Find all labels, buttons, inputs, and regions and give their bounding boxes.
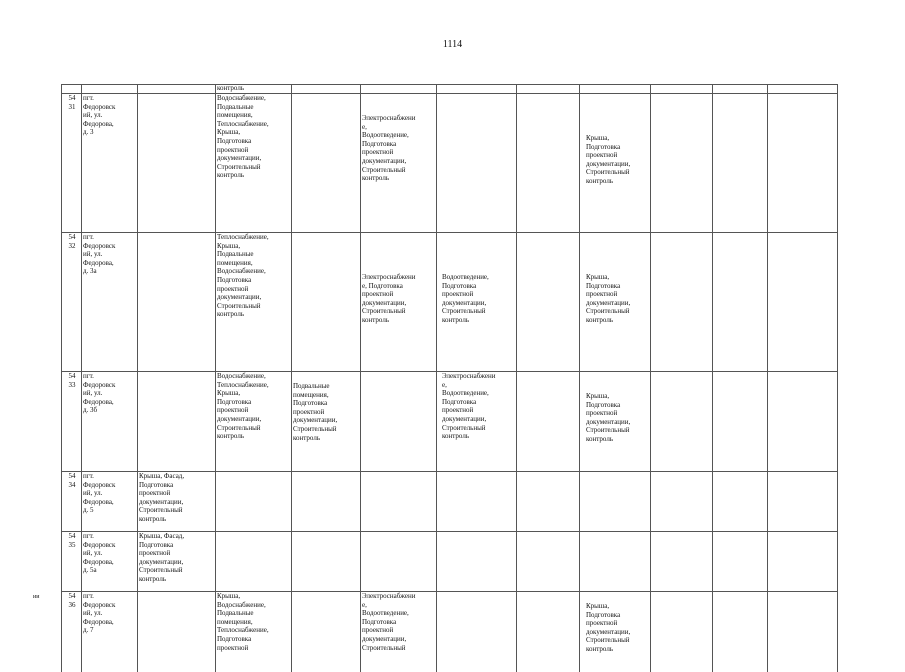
work-cell: Электроснабжени е, Подготовка проектной документации, Строительный контроль bbox=[361, 233, 437, 372]
row-number: 54 33 bbox=[62, 372, 82, 472]
work-cell: Крыша, Подготовка проектной документации, Строительный контроль bbox=[580, 372, 651, 472]
work-cell: Водоотведение, Подготовка проектной документации, Строительный контроль bbox=[437, 233, 517, 372]
work-cell bbox=[651, 472, 713, 532]
work-cell bbox=[713, 592, 768, 672]
row-number: 54 32 bbox=[62, 233, 82, 372]
work-cell bbox=[713, 233, 768, 372]
table-cell bbox=[361, 85, 437, 94]
table-cell bbox=[713, 85, 768, 94]
work-cell bbox=[580, 532, 651, 592]
work-cell bbox=[361, 532, 437, 592]
work-cell bbox=[437, 94, 517, 233]
table-row bbox=[62, 85, 838, 94]
repair-schedule-table bbox=[61, 84, 838, 672]
work-cell: Теплоснабжение, Крыша, Подвальные помещения, Водоснабжение, Подготовка проектной документации, Строительный контроль bbox=[216, 233, 292, 372]
address-cell: пгт. Федоровск ий, ул. Федорова, д. 3 bbox=[82, 94, 138, 233]
row-number: 54 35 bbox=[62, 532, 82, 592]
work-cell bbox=[517, 372, 580, 472]
work-cell bbox=[517, 592, 580, 672]
work-cell bbox=[651, 233, 713, 372]
work-cell bbox=[292, 233, 361, 372]
work-cell bbox=[580, 472, 651, 532]
work-cell bbox=[517, 233, 580, 372]
table-cell bbox=[292, 85, 361, 94]
table-cell bbox=[138, 85, 216, 94]
work-cell bbox=[768, 233, 838, 372]
work-cell bbox=[437, 592, 517, 672]
work-cell bbox=[651, 532, 713, 592]
work-cell bbox=[138, 94, 216, 233]
table-cell bbox=[580, 85, 651, 94]
table-cell bbox=[216, 85, 292, 94]
address-cell: пгт. Федоровск ий, ул. Федорова, д. 5а bbox=[82, 532, 138, 592]
address-cell: пгт. Федоровск ий, ул. Федорова, д. 5 bbox=[82, 472, 138, 532]
work-cell bbox=[292, 532, 361, 592]
work-cell: Крыша, Подготовка проектной документации, Строительный контроль bbox=[580, 233, 651, 372]
continuation-text: контроль bbox=[217, 85, 291, 93]
work-cell bbox=[713, 472, 768, 532]
table-row bbox=[62, 592, 838, 672]
table-cell bbox=[651, 85, 713, 94]
work-cell bbox=[651, 592, 713, 672]
row-number: 54 34 bbox=[62, 472, 82, 532]
work-cell bbox=[713, 532, 768, 592]
work-cell bbox=[651, 372, 713, 472]
work-cell: Водоснабжение, Подвальные помещения, Теплоснабжение, Крыша, Подготовка проектной документации, Строительный контроль bbox=[216, 94, 292, 233]
work-cell bbox=[216, 532, 292, 592]
table-row bbox=[62, 472, 838, 532]
work-cell: Водоснабжение, Теплоснабжение, Крыша, Подготовка проектной документации, Строительный контроль bbox=[216, 372, 292, 472]
page-number: 1114 bbox=[0, 39, 905, 50]
work-cell bbox=[768, 592, 838, 672]
work-cell: Крыша, Фасад, Подготовка проектной документации, Строительный контроль bbox=[138, 532, 216, 592]
work-cell bbox=[292, 94, 361, 233]
table-row bbox=[62, 532, 838, 592]
work-cell bbox=[713, 94, 768, 233]
work-cell bbox=[768, 532, 838, 592]
work-cell bbox=[216, 472, 292, 532]
row-number: 54 31 bbox=[62, 94, 82, 233]
address-cell: пгт. Федоровск ий, ул. Федорова, д. 3а bbox=[82, 233, 138, 372]
work-cell bbox=[768, 94, 838, 233]
table-cell bbox=[437, 85, 517, 94]
work-cell bbox=[517, 532, 580, 592]
table-cell bbox=[768, 85, 838, 94]
work-cell bbox=[292, 592, 361, 672]
table-cell bbox=[517, 85, 580, 94]
work-cell bbox=[437, 532, 517, 592]
table-row bbox=[62, 372, 838, 472]
work-cell: Электроснабжени е, Водоотведение, Подготовка проектной документации, Строительный контроль bbox=[361, 94, 437, 233]
work-cell bbox=[768, 472, 838, 532]
work-cell bbox=[138, 592, 216, 672]
work-cell bbox=[292, 472, 361, 532]
table-row bbox=[62, 94, 838, 233]
work-cell: Подвальные помещения, Подготовка проектной документации, Строительный контроль bbox=[292, 372, 361, 472]
work-cell: Электроснабжени е, Водоотведение, Подготовка проектной документации, Строительный контроль bbox=[437, 372, 517, 472]
work-cell: Крыша, Подготовка проектной документации, Строительный контроль bbox=[580, 592, 651, 672]
footer-mark: ии bbox=[33, 594, 39, 600]
table-row bbox=[62, 233, 838, 372]
work-cell bbox=[713, 372, 768, 472]
work-cell bbox=[517, 472, 580, 532]
table-cell bbox=[62, 85, 82, 94]
address-cell: пгт. Федоровск ий, ул. Федорова, д. 3б bbox=[82, 372, 138, 472]
address-cell: пгт. Федоровск ий, ул. Федорова, д. 7 bbox=[82, 592, 138, 672]
work-cell: Крыша, Подготовка проектной документации, Строительный контроль bbox=[580, 94, 651, 233]
work-cell bbox=[138, 372, 216, 472]
work-cell: Электроснабжени е, Водоотведение, Подготовка проектной документации, Строительный bbox=[361, 592, 437, 672]
work-cell: Крыша, Водоснабжение, Подвальные помещения, Теплоснабжение, Подготовка проектной bbox=[216, 592, 292, 672]
table-cell bbox=[82, 85, 138, 94]
work-cell bbox=[768, 372, 838, 472]
row-number: 54 36 bbox=[62, 592, 82, 672]
work-cell bbox=[651, 94, 713, 233]
work-cell bbox=[138, 233, 216, 372]
work-cell bbox=[437, 472, 517, 532]
work-cell: Крыша, Фасад, Подготовка проектной документации, Строительный контроль bbox=[138, 472, 216, 532]
work-cell bbox=[361, 472, 437, 532]
work-cell bbox=[517, 94, 580, 233]
work-cell bbox=[361, 372, 437, 472]
